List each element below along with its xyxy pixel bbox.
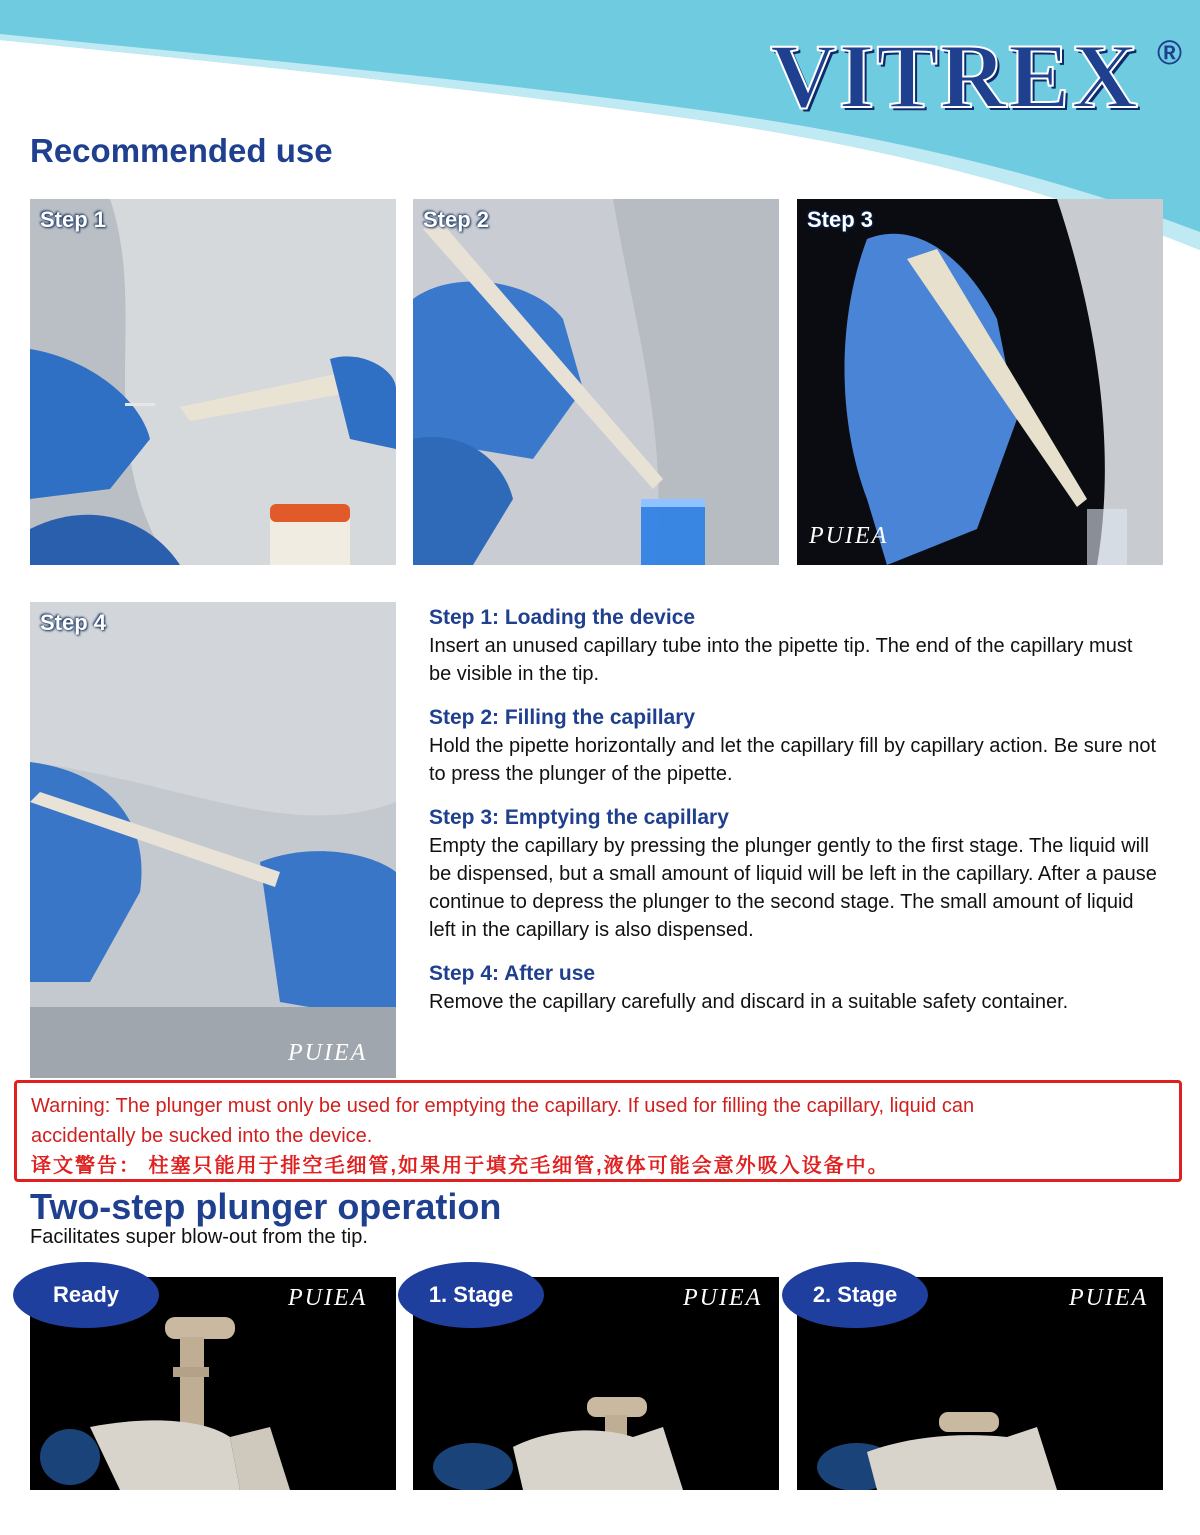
two-step-subtitle: Facilitates super blow-out from the tip.	[30, 1226, 368, 1248]
registered-mark: ®	[1156, 34, 1182, 72]
step-4-illustration	[30, 602, 396, 1078]
instruction-title: Step 2: Filling the capillary	[429, 706, 696, 729]
warning-box	[14, 1080, 1182, 1182]
instruction-step-1	[429, 604, 1159, 688]
step-2-photo	[413, 199, 779, 565]
instruction-title: Step 3: Emptying the capillary	[429, 806, 729, 829]
warning-chinese-text: 译文警告： 柱塞只能用于排空毛细管,如果用于填充毛细管,液体可能会意外吸入设备中。	[31, 1155, 890, 1177]
instruction-step-4	[429, 960, 1159, 1016]
step-1-photo	[30, 199, 396, 565]
step-4-label: Step 4	[40, 610, 107, 635]
step-1-label: Step 1	[40, 207, 107, 232]
stage-1-badge: 1. Stage	[398, 1262, 544, 1328]
stage-ready-watermark: PUIEA	[288, 1285, 368, 1311]
step-3-illustration	[797, 199, 1163, 565]
stage-2-badge: 2. Stage	[782, 1262, 928, 1328]
instruction-body: Empty the capillary by pressing the plunger gently to the first stage. The liquid will be dispensed, but a small amount of liquid will be left in the capillary. After a pause continue to depress the plunger to the second stage. The small amount of liquid left in the capillary is also dispensed.	[429, 835, 1157, 941]
vitrex-logo: VITREX	[770, 25, 1140, 127]
step-2-illustration	[413, 199, 779, 565]
two-step-title: Two-step plunger operation	[30, 1186, 502, 1227]
step-3-watermark: PUIEA	[809, 523, 889, 549]
step-3-photo	[797, 199, 1163, 565]
step-1-illustration	[30, 199, 396, 565]
step-4-watermark: PUIEA	[288, 1040, 368, 1066]
step-2-label: Step 2	[423, 207, 490, 232]
stage-ready-badge: Ready	[13, 1262, 159, 1328]
stage-2-watermark: PUIEA	[1069, 1285, 1149, 1311]
instruction-body: Hold the pipette horizontally and let the capillary fill by capillary action. Be sure not to press the plunger of the pipette.	[429, 735, 1157, 785]
step-3-label: Step 3	[807, 207, 874, 232]
instruction-body: Remove the capillary carefully and discard in a suitable safety container.	[429, 991, 1069, 1013]
instruction-step-3	[429, 804, 1159, 944]
warning-english-text: Warning: The plunger must only be used for emptying the capillary. If used for filling the capillary, liquid can accidentally be sucked into the device.	[31, 1095, 975, 1147]
instruction-body: Insert an unused capillary tube into the pipette tip. The end of the capillary must be visible in the tip.	[429, 635, 1133, 685]
recommended-use-title: Recommended use	[30, 132, 333, 169]
instruction-title: Step 4: After use	[429, 962, 596, 985]
instruction-step-2	[429, 704, 1159, 788]
stage-1-watermark: PUIEA	[683, 1285, 763, 1311]
step-4-photo	[30, 602, 396, 1078]
instructions-list	[429, 604, 1159, 1032]
instruction-title: Step 1: Loading the device	[429, 606, 696, 629]
